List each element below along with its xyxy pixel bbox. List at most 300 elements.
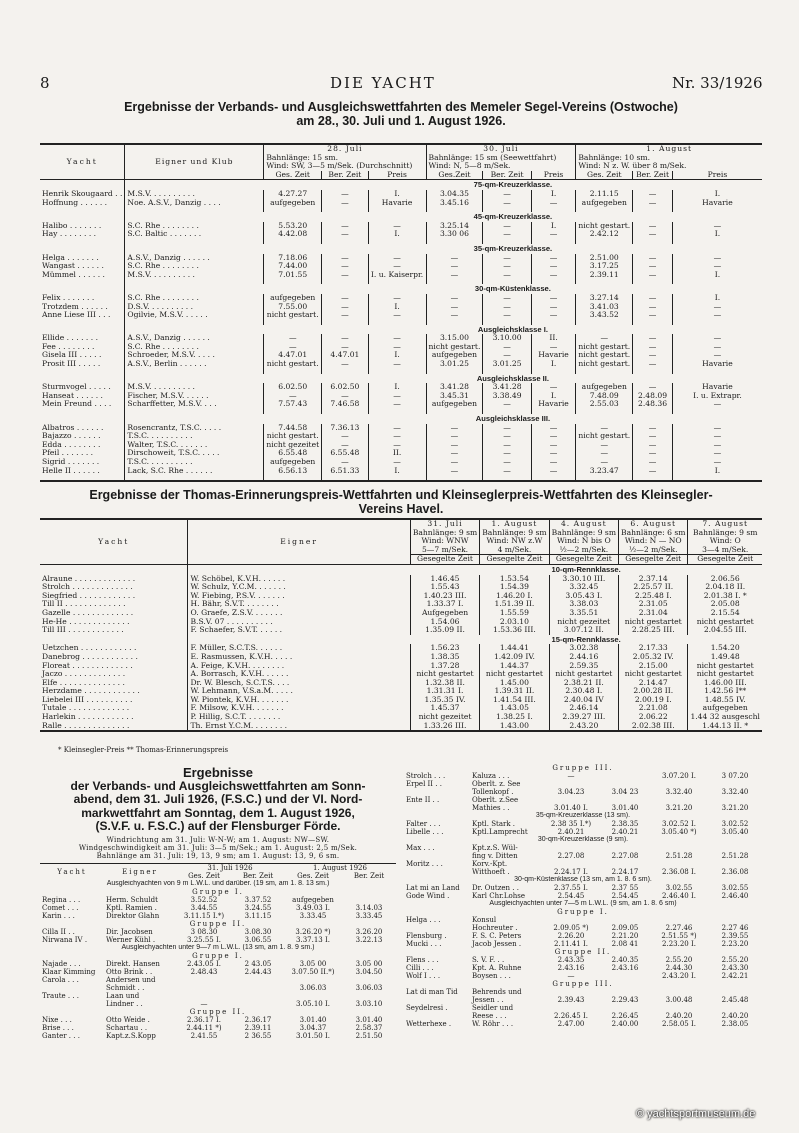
- result-cell: —: [633, 222, 673, 231]
- sub-header: Ber. Zeit: [633, 171, 673, 180]
- spacer: [483, 475, 531, 480]
- sub-header: Ges. Zeit: [297, 871, 329, 880]
- result-cell: aufgegeben: [264, 294, 322, 303]
- section1-table-wrap: [40, 143, 762, 482]
- result-cell: —: [483, 458, 531, 467]
- result-cell: —: [672, 432, 762, 441]
- result-cell: —: [633, 383, 673, 392]
- owner-name: Andersen und: [106, 975, 156, 984]
- sub-header: Ber. Zeit: [483, 171, 531, 180]
- result-cell: 2.55.03: [576, 400, 633, 409]
- table-row: [40, 984, 396, 992]
- result-cell: I.: [672, 190, 762, 199]
- result-cell: aufgegeben: [264, 199, 322, 208]
- result-cell: —: [672, 458, 762, 467]
- title-line: markwettfahrt am Sonntag, dem 1. August 1926,: [81, 805, 355, 820]
- class-heading: 35-qm-Kreuzerklasse (13 sm).: [535, 812, 631, 819]
- result-cell: 2.27.08: [557, 852, 585, 860]
- spacer: [40, 180, 125, 190]
- yacht-name: Siegfried . . . . . . . . . . . .: [42, 591, 136, 600]
- day-speed: 4 m/Sek.: [480, 546, 549, 555]
- result-cell: —: [426, 254, 483, 263]
- yacht-name: Cilla II . .: [42, 927, 75, 936]
- spacer-row: [40, 475, 762, 480]
- section4: [404, 764, 762, 1028]
- day2-date: 30. Juli: [426, 145, 576, 154]
- owner-name: W. Röhr . . .: [472, 1020, 514, 1028]
- day-date: 1. August: [480, 520, 549, 529]
- group-row: [404, 908, 762, 916]
- result-cell: 2.43.16: [557, 964, 585, 972]
- owner-name: Oberlt. z.See: [472, 796, 519, 804]
- day2-wind: Wind: N, 5—8 m/Sek.: [426, 162, 576, 171]
- yacht-name: Helga . . .: [406, 916, 441, 924]
- day-wind: Wind: N — NO: [619, 537, 688, 546]
- result-cell: [342, 992, 396, 1000]
- owner-name: Direkt. Hansen: [106, 959, 160, 968]
- result-cell: —: [264, 334, 322, 343]
- class-row: [40, 180, 762, 190]
- result-cell: 3.24.55: [244, 903, 272, 912]
- yacht-name: Liebelei III . . . . . . . . . .: [42, 695, 133, 704]
- table-row: [40, 441, 762, 450]
- result-cell: 3.06.03: [355, 983, 383, 992]
- result-cell: —: [531, 303, 576, 312]
- result-cell: —: [531, 424, 576, 433]
- result-cell: 1.42.09 IV.: [480, 653, 549, 662]
- result-cell: —: [483, 222, 531, 231]
- table-row: [404, 804, 762, 812]
- group-heading: Gruppe III.: [552, 980, 614, 988]
- day-speed: 3—4 m/Sek.: [688, 546, 762, 555]
- section4-table: [404, 764, 762, 1028]
- owner-club: S.C. Rhe . . . . . . . .: [125, 343, 264, 352]
- result-cell: 1.49.48: [688, 653, 762, 662]
- result-cell: 3.25.14: [426, 222, 483, 231]
- title-line: abend, dem 31. Juli 1926, (F.S.C.) und der VI. Nord-: [73, 792, 363, 806]
- table-row: [40, 912, 396, 920]
- result-cell: 2.43.05 I.: [187, 959, 221, 968]
- table-row: [404, 932, 762, 940]
- owner-club: B.S.V. 07 . . . . . . . . . .: [188, 618, 410, 627]
- owner-name: Konsul: [472, 916, 497, 924]
- result-cell: 1.44.41: [480, 644, 549, 653]
- owner-name: Kptl.Lamprecht: [472, 828, 528, 836]
- result-cell: —: [322, 230, 368, 239]
- yacht-name: Nirwana IV .: [42, 935, 88, 944]
- table-row: [404, 1020, 762, 1028]
- section3-table: [40, 863, 396, 1040]
- result-cell: 7.55.00: [264, 303, 322, 312]
- day1-date: 28. Juli: [264, 145, 426, 154]
- owner-club: Ogilvie, M.S.V. . . . . .: [125, 311, 264, 320]
- result-cell: 2.25.48 I.: [619, 592, 688, 601]
- owner-club: A. Feige, K.V.H. . . . . . . .: [188, 662, 410, 671]
- result-cell: [600, 780, 650, 788]
- result-cell: 1.39.31 II.: [480, 687, 549, 696]
- yacht-name: [404, 852, 470, 860]
- result-cell: 1.55.59: [480, 609, 549, 618]
- result-cell: 3.15.00: [426, 334, 483, 343]
- owner-name: Schartau . .: [106, 1023, 148, 1032]
- result-cell: Havarie: [672, 383, 762, 392]
- spacer: [368, 475, 426, 480]
- watermark: © yachtsportmuseum.de: [636, 1108, 756, 1120]
- result-cell: —: [633, 199, 673, 208]
- result-cell: I.: [531, 360, 576, 369]
- day1-wind: Wind: SW, 3—5 m/Sek. (Durchschnitt): [264, 162, 426, 171]
- table-row: [40, 400, 762, 409]
- table-row: [404, 844, 762, 852]
- result-cell: 1.46.45: [410, 575, 479, 584]
- result-cell: 2.46.14: [549, 704, 618, 713]
- owner-name: Hochreuter .: [472, 924, 518, 932]
- result-cell: —: [483, 467, 531, 476]
- result-cell: —: [531, 383, 576, 392]
- owner-club: Dr. W. Blesch, S.C.T.S. . . .: [188, 679, 410, 688]
- result-cell: —: [576, 449, 633, 458]
- yacht-name: Seydelresi .: [406, 1004, 448, 1012]
- owner-club: S.C. Rhe . . . . . . . .: [125, 294, 264, 303]
- class-row: [40, 944, 396, 952]
- result-cell: —: [322, 311, 368, 320]
- result-cell: —: [633, 254, 673, 263]
- result-cell: —: [368, 441, 426, 450]
- day-wind: Wind: WNW: [410, 537, 479, 546]
- result-cell: [232, 1000, 284, 1008]
- spacer: [188, 564, 410, 574]
- result-cell: 1.38.35: [410, 653, 479, 662]
- section1-table: [40, 145, 762, 480]
- result-cell: —: [483, 424, 531, 433]
- result-cell: —: [322, 271, 368, 280]
- section2-table-wrap: [40, 518, 762, 732]
- table-row: [40, 271, 762, 280]
- result-cell: nicht gestartet: [549, 670, 618, 679]
- result-cell: 1.54.06: [410, 618, 479, 627]
- day3-date: 1. August: [576, 145, 762, 154]
- day-length: Bahnlänge: 6 sm: [619, 529, 688, 538]
- owner-name: Korv.-Kpt.: [472, 860, 508, 868]
- title-line: (S.V.F. u. F.S.C.) auf der Flensburger Förde.: [95, 819, 341, 833]
- result-cell: —: [483, 303, 531, 312]
- title-line: der Verbands- und Ausgleichswettfahrten am Sonn-: [70, 778, 366, 793]
- group-heading: Gruppe I.: [192, 887, 244, 896]
- spacer: [125, 414, 264, 424]
- result-cell: aufgegeben: [576, 199, 633, 208]
- result-cell: 3.05 00: [299, 959, 327, 968]
- table-row: [40, 222, 762, 231]
- result-cell: —: [576, 424, 633, 433]
- result-cell: 6.51.33: [322, 467, 368, 476]
- sub-header: Gesegelte Zeit: [549, 555, 618, 565]
- result-cell: 2.11.41 I.: [554, 940, 588, 948]
- result-cell: 2.51.28: [665, 852, 693, 860]
- result-cell: —: [672, 303, 762, 312]
- day2-length: Bahnlänge: 15 sm (Seewettfahrt): [426, 154, 576, 163]
- result-cell: —: [633, 458, 673, 467]
- owner-club: F. Schaefer, S.V.T. . . . . .: [188, 626, 410, 635]
- result-cell: [708, 916, 762, 924]
- result-cell: 3.52.52: [190, 895, 218, 904]
- yacht-name: Ralle . . . . . . . . . . . . . .: [42, 721, 130, 730]
- result-cell: 3.01.40: [611, 804, 639, 812]
- class-heading: 35-qm-Kreuzerklasse.: [473, 243, 553, 253]
- day-wind: Wind: O: [688, 537, 762, 546]
- result-cell: I.: [368, 351, 426, 360]
- result-cell: 2 36.55: [244, 1031, 272, 1040]
- table-row: [40, 713, 762, 722]
- result-cell: nicht gestart.: [576, 343, 633, 352]
- result-cell: —: [576, 441, 633, 450]
- result-cell: nicht gezeitet: [410, 713, 479, 722]
- result-cell: 2.51.00: [576, 254, 633, 263]
- result-cell: [650, 988, 708, 996]
- owner-name: S. V. F. . .: [472, 956, 505, 964]
- result-cell: —: [633, 441, 673, 450]
- class-heading: 30-qm-Küstenklasse (13 sm, am 1. 8. 6 sm).: [514, 876, 652, 883]
- result-cell: 3.21.20: [665, 804, 693, 812]
- owner-name: Direktor Glahn: [106, 911, 160, 920]
- class-heading: 30-qm-Kreuzerklasse (9 sm).: [537, 836, 629, 843]
- result-cell: 2.05.32 IV.: [619, 653, 688, 662]
- result-cell: 1.37.28: [410, 662, 479, 671]
- result-cell: [342, 896, 396, 904]
- result-cell: 2.58.05 I.: [662, 1020, 696, 1028]
- yacht-name: Traute . . .: [42, 991, 80, 1000]
- result-cell: 2.40.21: [611, 828, 639, 836]
- result-cell: 2.36.17: [244, 1015, 272, 1024]
- result-cell: 6.02.50: [322, 383, 368, 392]
- yacht-name: Gazelle . . . . . . . . . . . . .: [42, 608, 134, 617]
- result-cell: 3.44.55: [190, 903, 218, 912]
- owner-name: Schmidt . .: [106, 983, 145, 992]
- section3-title: [40, 766, 396, 834]
- result-cell: 1.44.37: [480, 662, 549, 671]
- result-cell: [284, 976, 342, 984]
- result-cell: 1.48.55 IV.: [688, 696, 762, 705]
- class-row: [40, 880, 396, 888]
- spacer: [125, 374, 264, 384]
- result-cell: I.: [672, 271, 762, 280]
- result-cell: 1.51.39 II.: [480, 600, 549, 609]
- sub-header: Gesegelte Zeit: [410, 555, 479, 565]
- result-cell: 1.55.43: [410, 583, 479, 592]
- result-cell: 3.07.50 II.*): [291, 967, 335, 976]
- table-row: [404, 860, 762, 868]
- result-cell: 3.37.13 I.: [296, 935, 330, 944]
- section1-title: Ergebnisse der Verbands- und Ausgleichswettfahrten des Memeler Segel-Vereins (Ostwoche) am 28., 30. Juli und 1. August 1926.: [124, 100, 678, 128]
- result-cell: [542, 916, 600, 924]
- result-cell: 2.40.20: [665, 1012, 693, 1020]
- table-row: [404, 884, 762, 892]
- result-cell: [600, 916, 650, 924]
- result-cell: 3.05.40: [721, 828, 749, 836]
- owner-club: Fischer, M.S.V. . . . . .: [125, 392, 264, 401]
- result-cell: —: [322, 432, 368, 441]
- table-row: [40, 992, 396, 1000]
- table-row: [40, 311, 762, 320]
- col-yacht: Yacht: [40, 145, 125, 180]
- result-cell: 1.45.00: [480, 679, 549, 688]
- col-owner: Eigner: [188, 520, 410, 564]
- result-cell: 3.45.31: [426, 392, 483, 401]
- yacht-name: Brise . . .: [42, 1023, 74, 1032]
- table-row: [404, 788, 762, 796]
- yacht-name: Mein Freund . . . .: [42, 400, 112, 409]
- result-cell: —: [368, 432, 426, 441]
- result-cell: 2.26.45 I.: [554, 1012, 588, 1020]
- result-cell: 2.36.08 I.: [662, 868, 696, 876]
- result-cell: 2.39.55: [721, 932, 749, 940]
- result-cell: 2.39.11: [576, 271, 633, 280]
- result-cell: [708, 988, 762, 996]
- result-cell: —: [633, 449, 673, 458]
- owner-name: Dir. Jacobsen: [106, 927, 153, 936]
- result-cell: 3.41.28: [426, 383, 483, 392]
- class-row: [40, 414, 762, 424]
- yacht-name: Edda . . . . . . . .: [42, 440, 101, 449]
- yacht-name: Ganter . . .: [42, 1031, 80, 1040]
- result-cell: 3.01.25: [483, 360, 531, 369]
- result-cell: —: [322, 360, 368, 369]
- result-cell: —: [368, 311, 426, 320]
- result-cell: —: [368, 458, 426, 467]
- yacht-name: Carola . . .: [42, 975, 79, 984]
- result-cell: I.: [531, 190, 576, 199]
- spacer: [40, 374, 125, 384]
- result-cell: 3.32.45: [549, 583, 618, 592]
- result-cell: 3.01.40: [355, 1015, 383, 1024]
- result-cell: I. u. Extrapr.: [672, 392, 762, 401]
- owner-name: Otto Brink . .: [106, 967, 153, 976]
- result-cell: 3.04 23: [611, 788, 639, 796]
- result-cell: 2.45.48: [721, 996, 749, 1004]
- result-cell: 3.05.10 I.: [296, 999, 330, 1008]
- table-row: [404, 892, 762, 900]
- table-row: [40, 467, 762, 476]
- col-owner: Eigner und Klub: [125, 145, 264, 180]
- result-cell: 5.53.20: [264, 222, 322, 231]
- sub-header: Ber. Zeit: [353, 871, 385, 880]
- result-cell: —: [322, 254, 368, 263]
- table-row: [404, 1004, 762, 1012]
- class-heading: 15-qm-Rennklasse.: [551, 634, 621, 644]
- result-cell: 2.54.45: [611, 892, 639, 900]
- yacht-name: [404, 996, 470, 1004]
- result-cell: 1.38.25 I.: [480, 713, 549, 722]
- sub-header: Ges.Zeit: [426, 171, 483, 180]
- result-cell: —: [633, 294, 673, 303]
- result-cell: —: [567, 972, 575, 980]
- result-cell: 1.46.20 I.: [480, 592, 549, 601]
- result-cell: 1.56.23: [410, 644, 479, 653]
- table-row: [404, 868, 762, 876]
- result-cell: 2.40.20: [721, 1012, 749, 1020]
- result-cell: 1.32.38 II.: [410, 679, 479, 688]
- result-cell: 2.43.20 I.: [662, 972, 696, 980]
- result-cell: [708, 860, 762, 868]
- table-row: [40, 303, 762, 312]
- result-cell: 2.08 41: [611, 940, 639, 948]
- result-cell: 2.47.00: [557, 1020, 585, 1028]
- result-cell: 3.07.12 II.: [549, 626, 618, 635]
- table-row: [40, 704, 762, 713]
- yacht-name: Moritz . . .: [406, 860, 443, 868]
- table-row: [404, 1012, 762, 1020]
- result-cell: Havarie: [531, 400, 576, 409]
- table-row: [40, 294, 762, 303]
- sub-header: Preis: [531, 171, 576, 180]
- result-cell: —: [531, 311, 576, 320]
- result-cell: [542, 780, 600, 788]
- result-cell: 2.24.17: [611, 868, 639, 876]
- result-cell: —: [368, 343, 426, 352]
- yacht-name: Najade . . .: [42, 959, 81, 968]
- owner-name: Oberlt. z. See: [472, 780, 521, 788]
- yacht-name: Elfe . . . . . . . . . . . . . .: [42, 678, 125, 687]
- result-cell: 3.22.13: [355, 935, 383, 944]
- section2-table: [40, 520, 762, 730]
- result-cell: [542, 796, 600, 804]
- yacht-name: Felix . . . . . . .: [42, 293, 95, 302]
- result-cell: 2.31.05: [619, 600, 688, 609]
- class-heading: Ausgleichyachten unter 9—7 m L.W.L. (13 sm, am 1. 8. 9 sm.): [121, 943, 315, 951]
- result-cell: 2.39.43: [557, 996, 585, 1004]
- spacer: [264, 475, 322, 480]
- result-cell: 2.21.08: [619, 704, 688, 713]
- yacht-name: Hay . . . . . . . .: [42, 230, 97, 239]
- section3: [40, 766, 396, 1040]
- owner-club: A.S.V., Danzig . . . . . .: [125, 334, 264, 343]
- result-cell: nicht gestartet: [410, 670, 479, 679]
- result-cell: 2.09.05 *): [553, 924, 589, 932]
- result-cell: 2.48.36: [633, 400, 673, 409]
- result-cell: 3.07.20 I.: [662, 772, 696, 780]
- result-cell: 2 43.05: [244, 959, 272, 968]
- result-cell: —: [426, 432, 483, 441]
- result-cell: 2.36.17 I.: [187, 1015, 221, 1024]
- result-cell: 1.54.39: [480, 583, 549, 592]
- yacht-name: Tutale . . . . . . . . . . . . .: [42, 704, 130, 713]
- result-cell: —: [633, 467, 673, 476]
- result-cell: 2.05.08: [688, 600, 762, 609]
- result-cell: —: [672, 334, 762, 343]
- result-cell: —: [368, 360, 426, 369]
- result-cell: II.: [531, 334, 576, 343]
- result-cell: nicht gezeitet: [549, 618, 618, 627]
- col-owner: Eigner: [122, 867, 158, 876]
- yacht-name: Mümmel . . . . . .: [42, 270, 105, 279]
- result-cell: —: [483, 199, 531, 208]
- table-row: [404, 916, 762, 924]
- result-cell: 3.27.14: [576, 294, 633, 303]
- result-cell: —: [322, 199, 368, 208]
- result-cell: 3 08.30: [190, 927, 218, 936]
- day-length: Bahnlänge: 9 sm: [410, 529, 479, 538]
- result-cell: 2.27 46: [721, 924, 749, 932]
- yacht-name: Mucki . . .: [406, 940, 442, 948]
- result-cell: nicht gestartet: [688, 618, 762, 627]
- result-cell: 3.30.10 III.: [549, 575, 618, 584]
- owner-club: Walter, T.S.C. . . . . . .: [125, 441, 264, 450]
- result-cell: 2.44.16: [549, 653, 618, 662]
- table-row: [40, 392, 762, 401]
- yacht-name: Strolch . . . . . . . . . . . . .: [42, 583, 133, 592]
- result-cell: 1.43.00: [480, 722, 549, 731]
- result-cell: —: [322, 441, 368, 450]
- result-cell: —: [426, 424, 483, 433]
